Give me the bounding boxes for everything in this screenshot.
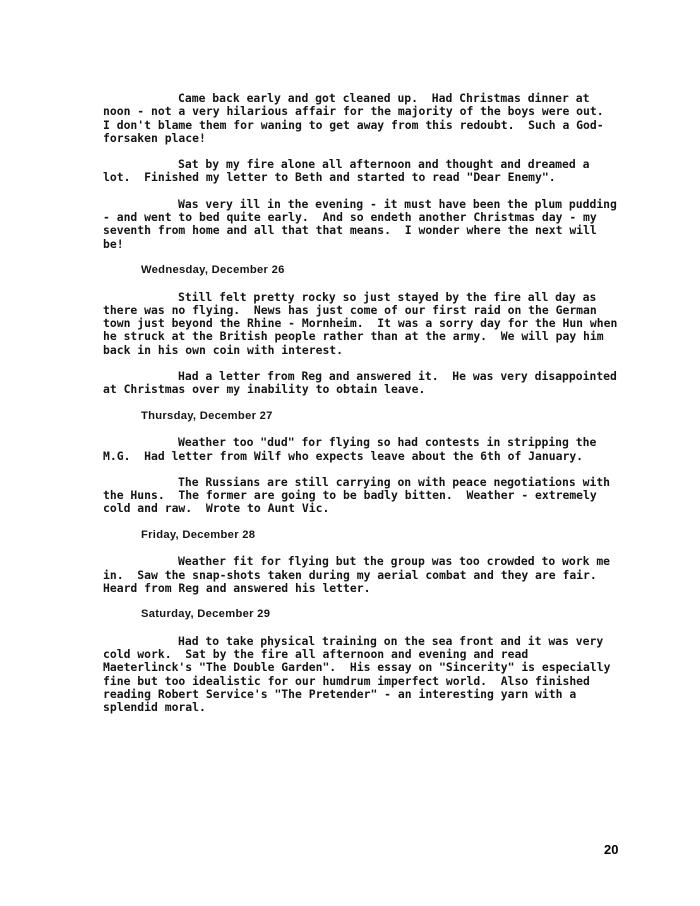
paragraph: Had to take physical training on the sea front and it was very cold work. Sat by the fire all afternoon and evening and read Maeterlinck's "The Double Garden". His essay on "Sincerity" is especially fine but too idealistic for our humdrum imperfect world. Also finished reading Robert Service's "The Pretender" - an interesting yarn with a splendid moral. [103,633,618,715]
paragraph: Was very ill in the evening - it must have been the plum pudding - and went to bed quite early. And so endeth another Christmas day - my seventh from home and all that that means. I wonder where the next will be! [103,196,624,251]
paragraph: Weather fit for flying but the group was too crowded to work me in. Saw the snap-shots taken during my aerial combat and they are fair. Heard from Reg and answered his letter. [103,554,617,595]
date-heading: Thursday, December 27 [141,409,273,422]
paragraph: Still felt pretty rocky so just stayed by the fire all day as there was no flying. News has just come of our first raid on the German town just beyond the Rhine - Mornheim. It was a sorry day for the Hun when he struck at the British people rather than at the army. We will pay him back in his own coin with interest. [103,289,625,357]
date-heading: Friday, December 28 [141,528,256,541]
diary-content [103,92,623,728]
paragraph: Had a letter from Reg and answered it. He was very disappointed at Christmas over my inability to obtain leave. [103,369,624,397]
paragraph: Came back early and got cleaned up. Had Christmas dinner at noon - not a very hilarious affair for the majority of the boys were out. I don't blame them for waning to get away from this redoubt. Such a God-forsaken place! [103,91,618,145]
date-heading: Saturday, December 29 [141,608,271,621]
date-heading: Wednesday, December 26 [141,263,285,276]
paragraph: Sat by my fire alone all afternoon and thought and dreamed a lot. Finished my letter to Beth and started to read "Dear Enemy". [103,157,597,185]
paragraph: The Russians are still carrying on with peace negotiations with the Huns. The former are going to be badly bitten. Weather - extremely cold and raw. Wrote to Aunt Vic. [103,474,617,516]
paragraph: Weather too "dud" for flying so had contests in stripping the M.G. Had letter from Wilf who expects leave about the 6th of January. [103,435,604,463]
page-number: 20 [604,842,619,857]
